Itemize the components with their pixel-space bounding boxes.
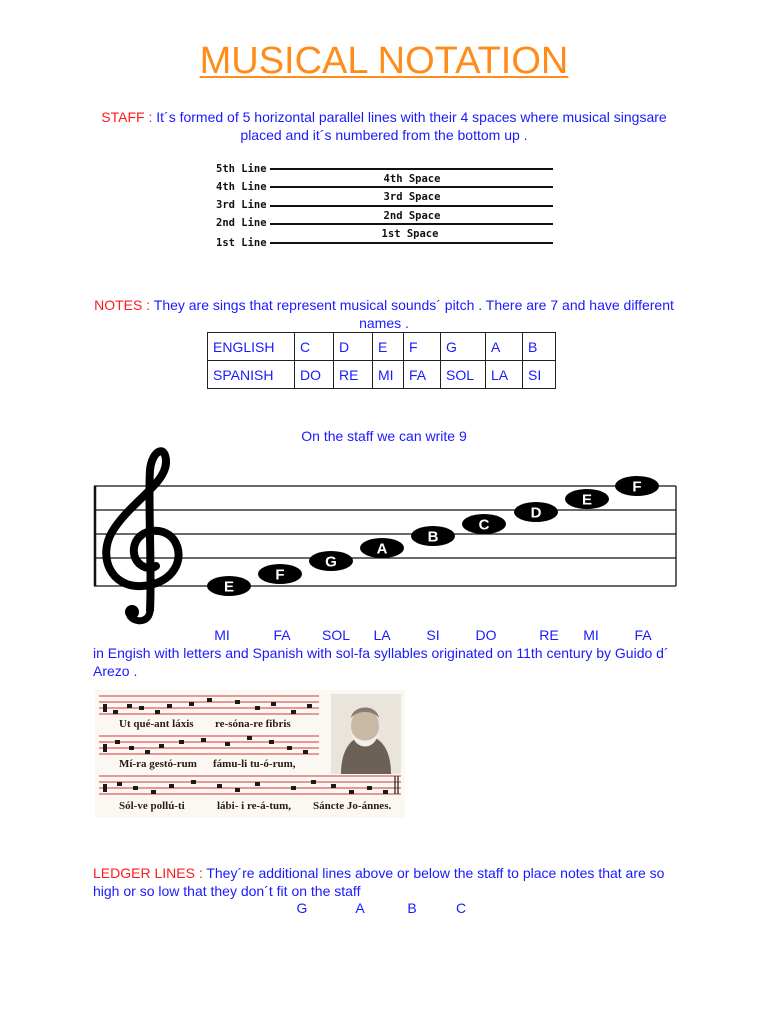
- line-label-2: 2nd Line: [216, 217, 267, 229]
- table-cell: DO: [295, 361, 334, 389]
- table-cell: SOL: [441, 361, 486, 389]
- lyric: Sáncte Jo-ánnes.: [313, 800, 392, 812]
- ledger-note-label: B: [407, 900, 417, 916]
- table-cell: A: [486, 333, 523, 361]
- table-cell: C: [295, 333, 334, 361]
- note-letter: F: [275, 566, 285, 584]
- line-label-4: 4th Line: [216, 181, 267, 193]
- staff-notes-group: [207, 476, 659, 596]
- treble-clef-icon: [106, 451, 178, 621]
- solfa-syllable: MI: [214, 627, 230, 643]
- ledger-note-label: G: [296, 900, 308, 916]
- staff-definition: [90, 108, 678, 144]
- table-cell: RE: [334, 361, 373, 389]
- lyric: Mí-ra gestó-rum: [119, 758, 197, 770]
- chant-image: [95, 690, 405, 818]
- solfa-syllable: RE: [539, 627, 559, 643]
- table-cell: FA: [404, 361, 441, 389]
- notes-term: NOTES :: [94, 297, 151, 313]
- space-label-2: 2nd Space: [383, 210, 441, 222]
- table-row-english: [208, 333, 556, 361]
- page-title: MUSICAL NOTATION: [199, 40, 569, 82]
- lyric: Ut qué-ant láxis: [119, 718, 194, 730]
- solfa-syllable: MI: [583, 627, 599, 643]
- ledger-note-label: A: [355, 900, 365, 916]
- table-cell: ENGLISH: [208, 333, 295, 361]
- staff-lines-diagram: [212, 160, 562, 252]
- note-names-table: [207, 332, 556, 389]
- lyric: fámu-li tu-ó-rum,: [213, 758, 296, 770]
- line-label-5: 5th Line: [216, 163, 267, 175]
- table-row-spanish: [208, 361, 556, 389]
- table-cell: F: [404, 333, 441, 361]
- table-cell: E: [373, 333, 404, 361]
- staff-caption: On the staff we can write 9: [301, 428, 467, 444]
- staff-text: It´s formed of 5 horizontal parallel lines with their 4 spaces where musical singsare placed and it´s numbered from the bottom up .: [152, 109, 667, 143]
- table-cell: SPANISH: [208, 361, 295, 389]
- table-cell: SI: [523, 361, 556, 389]
- solfa-syllable: DO: [475, 627, 497, 643]
- ledger-term: LEDGER LINES :: [93, 865, 203, 881]
- treble-staff: [90, 440, 682, 630]
- staff-term: STAFF :: [101, 109, 153, 125]
- note-letter: F: [632, 478, 642, 496]
- lyric: re-sóna-re fibris: [215, 718, 291, 730]
- solfa-syllable: FA: [273, 627, 291, 643]
- note-letter: E: [581, 491, 593, 509]
- solfa-syllable: LA: [373, 627, 391, 643]
- table-cell: G: [441, 333, 486, 361]
- note-letter: C: [478, 516, 490, 534]
- note-letter: A: [376, 540, 388, 558]
- solfa-syllable: SOL: [321, 627, 351, 643]
- guido-portrait: [331, 694, 401, 774]
- note-letter: B: [427, 528, 439, 546]
- notes-text: They are sings that represent musical sounds´ pitch . There are 7 and have different names .: [150, 297, 674, 331]
- solfa-syllable: FA: [634, 627, 652, 643]
- solfa-row: [0, 627, 768, 645]
- ledger-text: They´re additional lines above or below the staff to place notes that are so high or so low that they don´t fit on the staff: [93, 865, 665, 899]
- lyric: lábi- i re-á-tum,: [217, 800, 292, 812]
- note-letter: D: [530, 504, 542, 522]
- ledger-note-label: C: [455, 900, 467, 916]
- note-letter: G: [325, 553, 337, 571]
- notes-definition: [90, 296, 678, 332]
- line-label-1: 1st Line: [216, 237, 267, 249]
- line-label-3: 3rd Line: [216, 199, 267, 211]
- arezzo-text: in Engish with letters and Spanish with sol-fa syllables originated on 11th century by Guido d´ Arezo .: [93, 645, 669, 679]
- space-label-3: 3rd Space: [383, 191, 441, 203]
- ledger-notes-row: [0, 900, 768, 918]
- ledger-definition: [93, 864, 683, 900]
- table-cell: D: [334, 333, 373, 361]
- lyric: Sól-ve pollú-ti: [119, 800, 185, 812]
- solfa-syllable: SI: [426, 627, 440, 643]
- table-cell: LA: [486, 361, 523, 389]
- space-label-1: 1st Space: [381, 228, 439, 240]
- note-letter: E: [223, 578, 235, 596]
- table-cell: MI: [373, 361, 404, 389]
- space-label-4: 4th Space: [383, 173, 441, 185]
- table-cell: B: [523, 333, 556, 361]
